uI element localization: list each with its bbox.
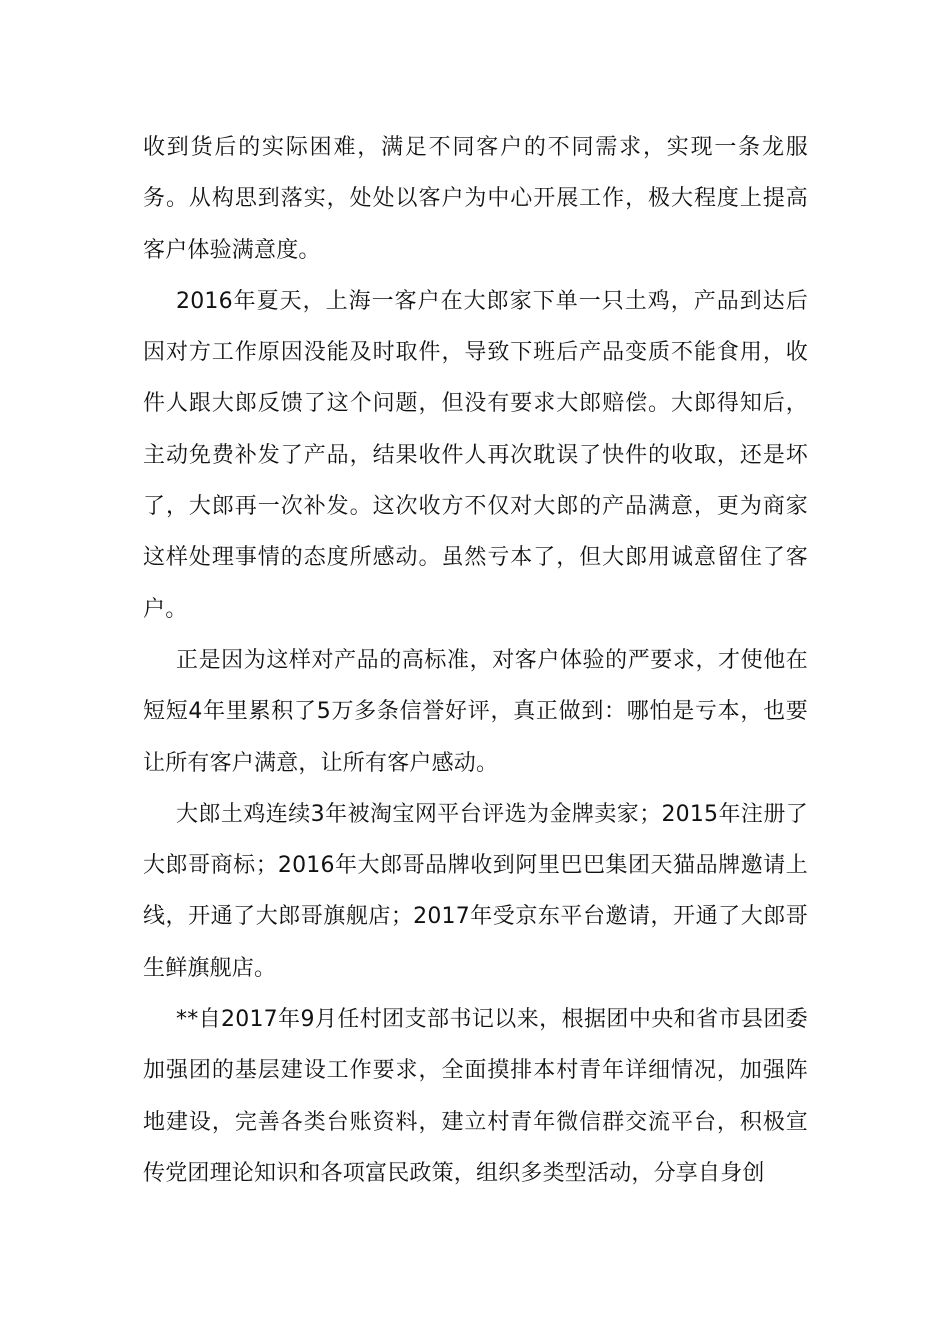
paragraph-4: 大郎土鸡连续3年被淘宝网平台评选为金牌卖家；2015年注册了大郎哥商标；2016年大郎哥品牌收到阿里巴巴集团天猫品牌邀请上线，开通了大郎哥旗舰店；2017年受京东平台邀请，开通了大郎哥生鲜旗舰店。 [143,801,808,981]
paragraph-5: **自2017年9月任村团支部书记以来，根据团中央和省市县团委加强团的基层建设工作要求，全面摸排本村青年详细情况，加强阵地建设，完善各类台账资料，建立村青年微信群交流平台，积极宣传党团理论知识和各项富民政策，组织多类型活动，分享自身创 [143,1007,808,1186]
paragraph-3: 正是因为这样对产品的高标准，对客户体验的严要求，才使他在短短4年里累积了5万多条信誉好评，真正做到：哪怕是亏本，也要让所有客户满意，让所有客户感动。 [143,647,808,776]
paragraph-1: 收到货后的实际困难，满足不同客户的不同需求，实现一条龙服务。从构思到落实，处处以客户为中心开展工作，极大程度上提高客户体验满意度。 [143,135,808,263]
paragraph-2: 2016年夏天，上海一客户在大郎家下单一只土鸡，产品到达后因对方工作原因没能及时取件，导致下班后产品变质不能食用，收件人跟大郎反馈了这个问题，但没有要求大郎赔偿。大郎得知后，主动免费补发了产品，结果收件人再次耽误了快件的收取，还是坏了，大郎再一次补发。这次收方不仅对大郎的产品满意，更为商家这样处理事情的态度所感动。虽然亏本了，但大郎用诚意留住了客户。 [143,288,808,622]
document-body [143,122,808,1199]
